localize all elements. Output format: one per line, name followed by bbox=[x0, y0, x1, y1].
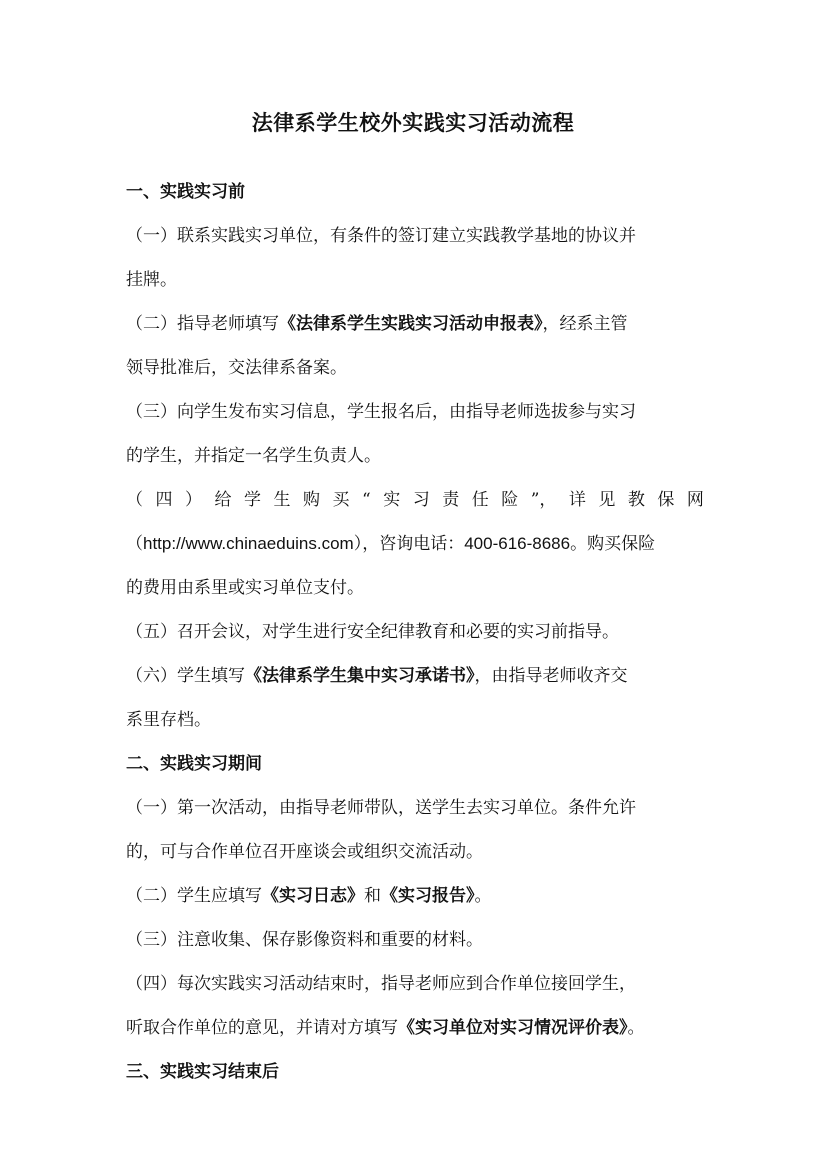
paragraph-line bbox=[126, 302, 704, 346]
section1-item4 bbox=[126, 478, 704, 610]
paragraph-line: （一）联系实践实习单位，有条件的签订建立实践教学基地的协议并 bbox=[126, 226, 636, 246]
paragraph-line-justified bbox=[126, 478, 704, 522]
spread-char: 生 bbox=[273, 490, 291, 510]
paragraph-text: 听取合作单位的意见，并请对方填写 bbox=[126, 1018, 398, 1038]
section2-item1 bbox=[126, 786, 704, 874]
paragraph-line bbox=[126, 1006, 704, 1050]
paragraph-text: 和 bbox=[364, 886, 381, 906]
section-heading-1: 一、实践实习前 bbox=[126, 182, 245, 202]
paragraph-line: （三）注意收集、保存影像资料和重要的材料。 bbox=[126, 930, 483, 950]
section1-item5 bbox=[126, 610, 704, 654]
spread-char: 网 bbox=[686, 490, 704, 510]
section2-item4 bbox=[126, 962, 704, 1050]
spread-char: 责 bbox=[442, 490, 460, 510]
document-title: 法律系学生校外实践实习活动流程 bbox=[251, 111, 575, 135]
paragraph-text: （二）指导老师填写 bbox=[126, 314, 279, 334]
paragraph-line bbox=[126, 654, 704, 698]
paragraph-line: 系里存档。 bbox=[126, 710, 211, 730]
document-body bbox=[126, 170, 704, 1094]
spread-char: “ bbox=[362, 490, 371, 510]
paragraph-text: ，经系主管 bbox=[542, 314, 628, 334]
paragraph-text: ，由指导老师收齐交 bbox=[474, 666, 628, 686]
spread-char: 学 bbox=[244, 490, 261, 510]
phone-number: 400-616-8686 bbox=[464, 534, 571, 553]
paragraph-line: （五）召开会议，对学生进行安全纪律教育和必要的实习前指导。 bbox=[126, 622, 619, 642]
paragraph-text: （六）学生填写 bbox=[126, 666, 245, 686]
section1-item3 bbox=[126, 390, 704, 478]
spread-char: 习 bbox=[412, 490, 430, 510]
form-title-application: 《法律系学生实践实习活动申报表》 bbox=[279, 314, 543, 334]
website-link[interactable]: （http://www.chinaeduins.com） bbox=[126, 534, 363, 553]
section-heading-3: 三、实践实习结束后 bbox=[126, 1062, 279, 1082]
spread-char: 给 bbox=[214, 490, 232, 510]
paragraph-line: 的学生，并指定一名学生负责人。 bbox=[126, 446, 381, 466]
spread-char: 见 bbox=[598, 490, 616, 510]
paragraph-line: 的费用由系里或实习单位支付。 bbox=[126, 578, 364, 598]
spread-char: （ bbox=[126, 490, 143, 510]
paragraph-text: ，咨询电话： bbox=[362, 534, 465, 554]
spread-char: 实 bbox=[383, 490, 401, 510]
paragraph-text: 。 bbox=[474, 886, 492, 906]
section2-item3 bbox=[126, 918, 704, 962]
paragraph-line: 的，可与合作单位召开座谈会或组织交流活动。 bbox=[126, 842, 483, 862]
paragraph-line bbox=[126, 874, 704, 918]
spread-char: 四 bbox=[155, 490, 173, 510]
spread-char: 买 bbox=[332, 490, 350, 510]
section1-item2 bbox=[126, 302, 704, 390]
paragraph-text: （二）学生应填写 bbox=[126, 886, 262, 906]
section-heading-2: 二、实践实习期间 bbox=[126, 754, 262, 774]
spread-char: ） bbox=[185, 490, 202, 510]
section2-item2 bbox=[126, 874, 704, 918]
paragraph-line bbox=[126, 522, 704, 566]
section1-item6 bbox=[126, 654, 704, 742]
spread-char: 教 bbox=[627, 490, 645, 510]
form-title-pledge: 《法律系学生集中实习承诺书》 bbox=[245, 666, 475, 686]
paragraph-line: （三）向学生发布实习信息，学生报名后，由指导老师选拔参与实习 bbox=[126, 402, 636, 422]
spread-char: ”， bbox=[530, 490, 557, 510]
form-title-log: 《实习日志》 bbox=[262, 886, 364, 906]
section1-item1 bbox=[126, 214, 704, 302]
form-title-report: 《实习报告》 bbox=[381, 886, 475, 906]
spread-char: 保 bbox=[657, 490, 675, 510]
paragraph-text: 。购买保险 bbox=[570, 534, 656, 554]
spread-char: 购 bbox=[303, 490, 320, 510]
paragraph-line: （一）第一次活动，由指导老师带队，送学生去实习单位。条件允许 bbox=[126, 798, 636, 818]
paragraph-line: 领导批准后，交法律系备案。 bbox=[126, 358, 347, 378]
spread-char: 任 bbox=[471, 490, 489, 510]
paragraph-line: 挂牌。 bbox=[126, 270, 177, 290]
spread-char: 险 bbox=[501, 490, 519, 510]
paragraph-line: （四）每次实践实习活动结束时，指导老师应到合作单位接回学生， bbox=[126, 974, 636, 994]
paragraph-text: 。 bbox=[627, 1018, 645, 1038]
form-title-evaluation: 《实习单位对实习情况评价表》 bbox=[398, 1018, 628, 1038]
spread-char: 详 bbox=[568, 490, 586, 510]
